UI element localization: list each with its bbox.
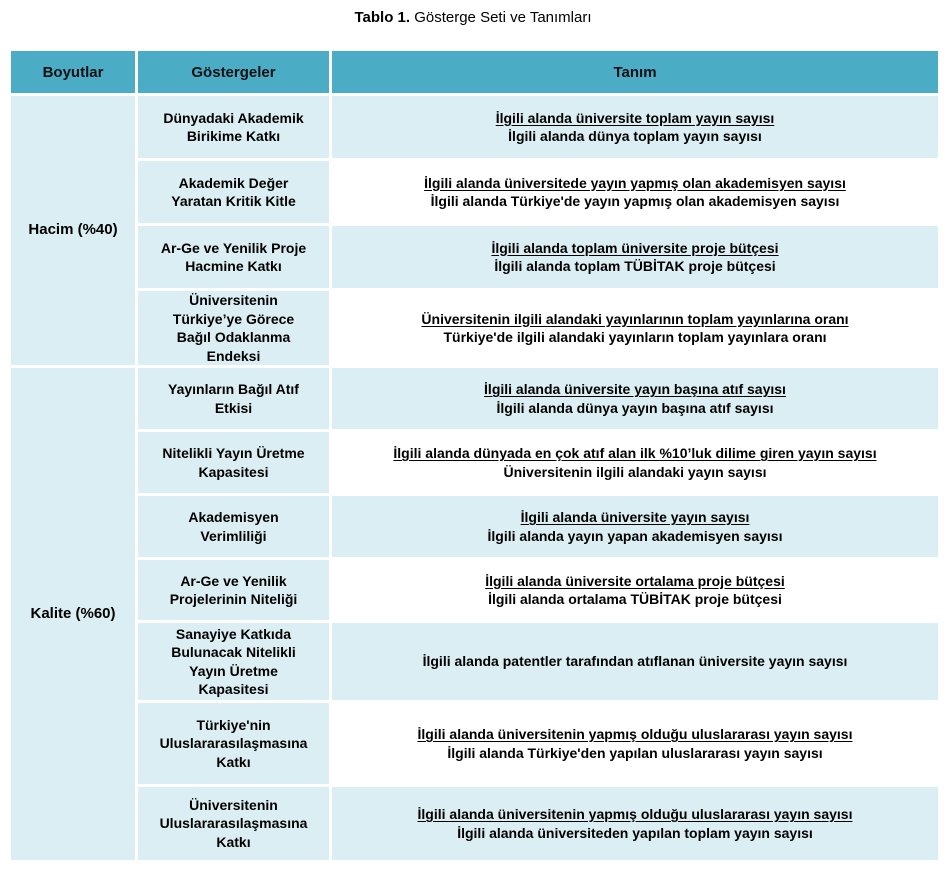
definition-denominator: Türkiye'de ilgili alandaki yayınların toplam yayınlara oranı	[443, 329, 827, 345]
definition-single: İlgili alanda patentler tarafından atıflanan üniversite yayın sayısı	[422, 653, 848, 670]
indicator-cell	[137, 622, 331, 702]
indicator-line: Bulunacak Nitelikli	[171, 644, 296, 660]
definition-cell	[331, 160, 940, 225]
indicator-cell	[137, 786, 331, 862]
table-row	[10, 290, 940, 367]
indicator-line: Yayınların Bağıl Atıf	[168, 381, 299, 397]
definition-denominator: İlgili alanda Türkiye'de yayın yapmış olan akademisyen sayısı	[430, 193, 840, 209]
table-caption	[0, 8, 946, 28]
indicator-line: Üniversitenin	[189, 796, 278, 813]
indicator-cell	[137, 559, 331, 622]
indicator-line: Üniversitenin	[189, 292, 278, 308]
definition-denominator: İlgili alanda toplam TÜBİTAK proje bütçesi	[494, 258, 776, 274]
definition-cell	[331, 495, 940, 559]
definition-cell	[331, 622, 940, 702]
table-row	[10, 431, 940, 495]
table-row	[10, 786, 940, 862]
definition-cell	[331, 225, 940, 290]
indicator-line: Hacmine Katkı	[185, 258, 282, 274]
header-dimensions: Boyutlar	[10, 50, 137, 95]
table-row	[10, 559, 940, 622]
table-row	[10, 225, 940, 290]
definition-denominator: İlgili alanda üniversiteden yapılan toplam yayın sayısı	[457, 824, 813, 841]
indicator-cell	[137, 160, 331, 225]
dimension-volume: Hacim (%40)	[10, 95, 137, 367]
caption-number: Tablo 1.	[354, 9, 411, 26]
indicator-line: Yaratan Kritik Kitle	[171, 193, 296, 209]
indicator-line: Yayın Üretme	[189, 662, 278, 679]
indicator-line: Akademik Değer	[178, 174, 289, 191]
definition-denominator: Üniversitenin ilgili alandaki yayın sayısı	[503, 463, 767, 480]
indicator-line: Katkı	[216, 753, 251, 770]
definition-denominator: İlgili alanda Türkiye'den yapılan uluslararası yayın sayısı	[447, 744, 823, 761]
indicator-line: Uluslararasılaşmasına	[159, 735, 308, 752]
indicator-line: Kapasitesi	[198, 463, 269, 480]
table-row	[10, 95, 940, 160]
definition-denominator: İlgili alanda ortalama TÜBİTAK proje bütçesi	[488, 591, 782, 607]
indicator-line: Etkisi	[214, 399, 253, 416]
table-row	[10, 622, 940, 702]
header-definition: Tanım	[331, 50, 940, 95]
definition-cell	[331, 290, 940, 367]
definition-cell	[331, 95, 940, 160]
indicator-line: Türkiye’ye Görece	[172, 310, 295, 327]
definition-numerator: İlgili alanda dünyada en çok atıf alan ilk %10’luk dilime giren yayın sayısı	[393, 445, 877, 461]
indicator-cell	[137, 225, 331, 290]
definition-numerator: İlgili alanda üniversitenin yapmış olduğu uluslararası yayın sayısı	[417, 726, 853, 742]
indicator-line: Uluslararasılaşmasına	[159, 815, 308, 832]
definition-cell	[331, 786, 940, 862]
indicator-line: Projelerinin Niteliği	[169, 591, 298, 607]
definition-cell	[331, 559, 940, 622]
header-indicators: Göstergeler	[137, 50, 331, 95]
indicator-line: Bağıl Odaklanma	[176, 329, 291, 345]
indicator-line: Katkı	[216, 833, 251, 850]
definition-cell	[331, 702, 940, 786]
indicator-line: Verimliliği	[200, 527, 267, 544]
definition-numerator: İlgili alanda toplam üniversite proje bütçesi	[491, 239, 779, 256]
indicator-line: Ar-Ge ve Yenilik	[180, 572, 287, 589]
indicator-line: Nitelikli Yayın Üretme	[162, 445, 305, 461]
indicator-cell	[137, 367, 331, 431]
indicator-line: Dünyadaki Akademik	[163, 109, 304, 126]
definition-denominator: İlgili alanda dünya toplam yayın sayısı	[508, 128, 762, 144]
indicator-cell	[137, 495, 331, 559]
indicator-line: Birikime Katkı	[186, 128, 281, 144]
definition-numerator: İlgili alanda üniversite toplam yayın sayısı	[495, 109, 775, 126]
table-row	[10, 495, 940, 559]
definition-numerator: İlgili alanda üniversitede yayın yapmış olan akademisyen sayısı	[424, 174, 846, 191]
indicator-line: Türkiye'nin	[196, 716, 271, 733]
definition-denominator: İlgili alanda yayın yapan akademisyen sayısı	[487, 527, 783, 544]
table-row	[10, 702, 940, 786]
definition-cell	[331, 367, 940, 431]
indicator-cell	[137, 431, 331, 495]
definition-numerator: İlgili alanda üniversite yayın başına atıf sayısı	[484, 381, 786, 397]
table-row	[10, 367, 940, 431]
definition-numerator: İlgili alanda üniversite ortalama proje bütçesi	[485, 572, 785, 589]
indicator-cell	[137, 290, 331, 367]
indicator-cell	[137, 95, 331, 160]
indicator-cell	[137, 702, 331, 786]
definition-numerator: Üniversitenin ilgili alandaki yayınlarının toplam yayınlarına oranı	[421, 310, 849, 327]
dimension-quality: Kalite (%60)	[10, 367, 137, 862]
indicator-line: Sanayiye Katkıda	[175, 625, 292, 642]
indicator-line: Akademisyen	[188, 509, 279, 525]
definition-numerator: İlgili alanda üniversite yayın sayısı	[520, 509, 750, 525]
caption-text: Gösterge Seti ve Tanımları	[414, 9, 592, 26]
definition-numerator: İlgili alanda üniversitenin yapmış olduğu uluslararası yayın sayısı	[417, 806, 853, 822]
indicator-line: Ar-Ge ve Yenilik Proje	[160, 239, 307, 256]
definition-cell	[331, 431, 940, 495]
indicator-line: Kapasitesi	[198, 681, 269, 697]
indicator-line: Endeksi	[206, 347, 261, 364]
header-row	[10, 50, 940, 95]
table-row	[10, 160, 940, 225]
indicator-table	[8, 48, 941, 863]
definition-denominator: İlgili alanda dünya yayın başına atıf sayısı	[496, 399, 774, 416]
